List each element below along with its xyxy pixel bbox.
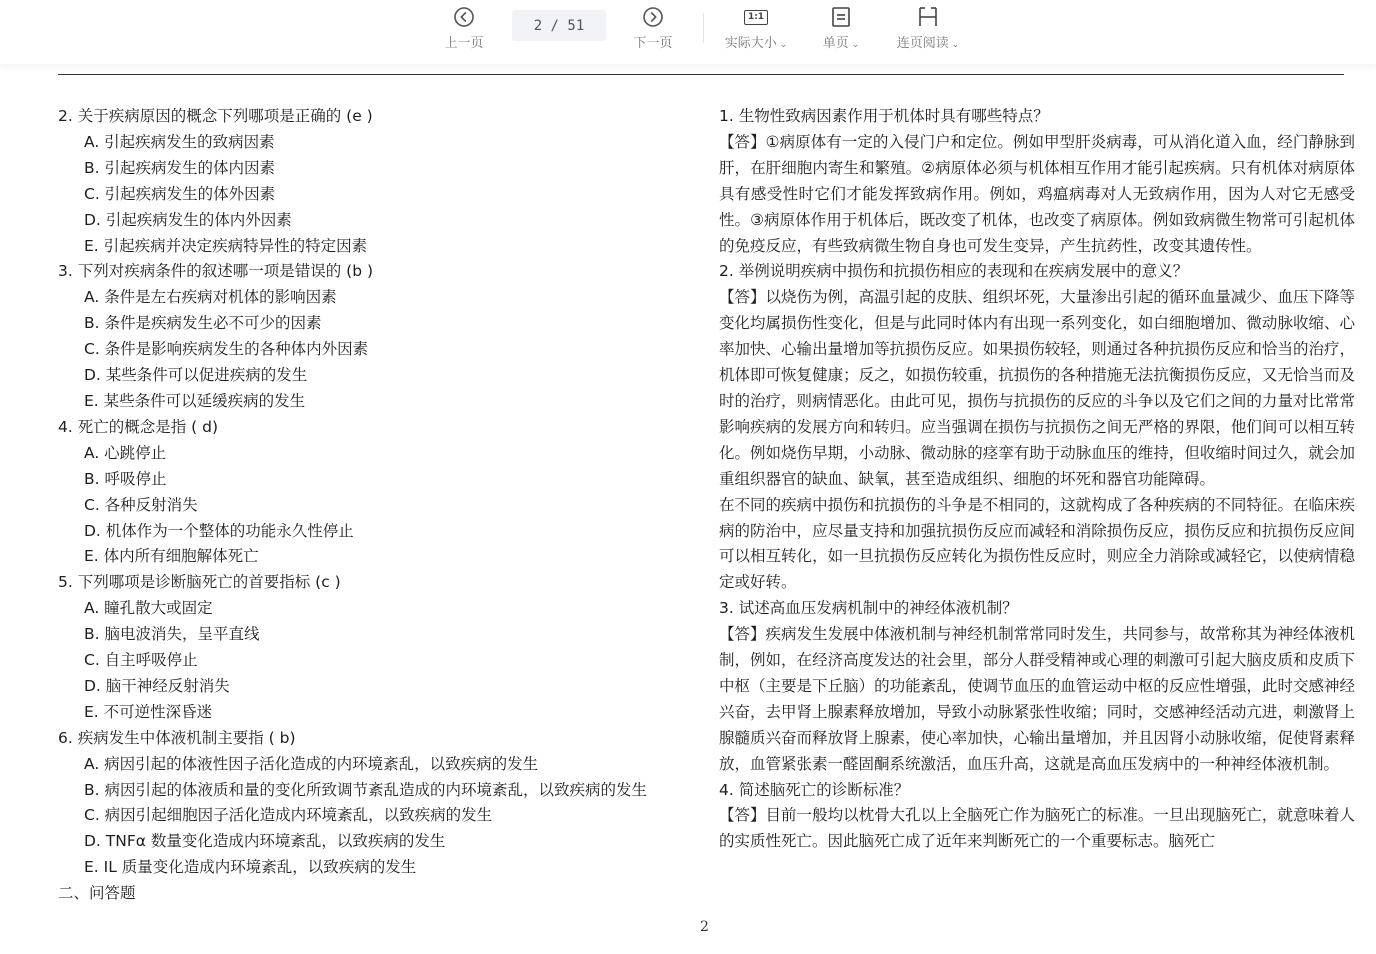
chevron-left-circle-icon xyxy=(453,4,475,30)
answer-paragraph: 【答】疾病发生发展中体液机制与神经机制常常同时发生，共同参与，故常称其为神经体液机制，例如，在经济高度发达的社会里，部分人群受精神或心理的刺激可引起大脑皮质和皮质下中枢（主要是下丘脑）的功能紊乱，使调节血压的血管运动中枢的反应性增强，此时交感神经兴奋，去甲肾上腺素释放增加，导致小动脉紧张性收缩；同时，交感神经活动亢进，刺激肾上腺髓质兴奋而释放肾上腺素，使心率加快，心输出量增加，并且因肾小动脉收缩，促使肾素释放，血管紧张素一醛固酮系统激活，血压升高，这就是高血压发病中的一种神经体液机制。 xyxy=(719,625,1355,773)
answer-option: C. 条件是影响疾病发生的各种体内外因素 xyxy=(84,340,369,359)
continuous-pages-icon xyxy=(917,4,939,30)
answer-option: D. 某些条件可以促进疾病的发生 xyxy=(84,366,308,385)
answer-option: B. 病因引起的体液质和量的变化所致调节紊乱造成的内环境紊乱，以致疾病的发生 xyxy=(84,780,647,799)
answer-paragraph: 【答】以烧伤为例，高温引起的皮肤、组织坏死，大量渗出引起的循环血量减少、血压下降等变化均属损伤性变化，但是与此同时体内有出现一系列变化，如白细胞增加、微动脉收缩、心率加快、心输出量增加等抗损伤反应。如果损伤较轻，则通过各种抗损伤反应和恰当的治疗，机体即可恢复健康；反之，如损伤较重，抗损伤的各种措施无法抗衡损伤反应，又无恰当而及时的治疗，则病情恶化。由此可见，损伤与抗损伤的反应的斗争以及它们之间的力量对比常常影响疾病的发展方向和转归。应当强调在损伤与抗损伤之间无严格的界限，他们间可以相互转化。例如烧伤早期，小动脉、微动脉的痉挛有助于动脉血压的维持，但收缩时间过久，就会加重组织器官的缺血、缺氧，甚至造成组织、细胞的坏死和器官功能障碍。 xyxy=(719,288,1355,488)
question-text: 4. 简述脑死亡的诊断标准？ xyxy=(719,780,910,799)
actual-size-icon: 1:1 xyxy=(744,4,768,30)
answer-option: C. 自主呼吸停止 xyxy=(84,651,198,670)
answer-option: B. 引起疾病发生的体内因素 xyxy=(84,158,275,177)
answer-option: E. 不可逆性深昏迷 xyxy=(84,702,213,721)
answer-paragraph: 【答】目前一般均以枕骨大孔以上全脑死亡作为脑死亡的标准。一旦出现脑死亡，就意味着人的实质性死亡。因此脑死亡成了近年来判断死亡的一个重要标志。脑死亡 xyxy=(719,806,1355,851)
answer-option: E. 某些条件可以延缓疾病的发生 xyxy=(84,391,306,410)
answer-option: A. 瞳孔散大或固定 xyxy=(84,599,213,618)
answer-option: E. 体内所有细胞解体死亡 xyxy=(84,547,259,566)
question-text: 2. 举例说明疾病中损伤和抗损伤相应的表现和在疾病发展中的意义？ xyxy=(719,262,1189,281)
answer-option: D. 脑干神经反射消失 xyxy=(84,676,230,695)
answer-paragraph: 【答】①病原体有一定的入侵门户和定位。例如甲型肝炎病毒，可从消化道入血，经门静脉到肝，在肝细胞内寄生和繁殖。②病原体必须与机体相互作用才能引起疾病。只有机体对病原体具有感受性时它们才能发挥致病作用。例如，鸡瘟病毒对人无致病作用，因为人对它无感受性。③病原体作用于机体后，既改变了机体，也改变了病原体。例如致病微生物常可引起机体的免疫反应，有些致病微生物自身也可发生变异，产生抗药性，改变其遗传性。 xyxy=(719,132,1355,255)
reader-toolbar xyxy=(0,0,1376,64)
section-heading: 二、问答题 xyxy=(58,884,136,903)
left-column xyxy=(58,104,688,907)
chevron-right-circle-icon xyxy=(642,4,664,30)
answer-option: B. 呼吸停止 xyxy=(84,469,167,488)
question-text: 1. 生物性致病因素作用于机体时具有哪些特点？ xyxy=(719,107,1049,125)
actual-size-button[interactable] xyxy=(714,4,798,56)
prev-page-button[interactable] xyxy=(438,4,490,56)
page-header-rule xyxy=(58,74,1344,75)
answer-option: D. 引起疾病发生的体内外因素 xyxy=(84,210,292,229)
answer-paragraph: 在不同的疾病中损伤和抗损伤的斗争是不相同的，这就构成了各种疾病的不同特征。在临床疾病的防治中，应尽量支持和加强抗损伤反应而减轻和消除损伤反应，损伤反应和抗损伤反应间可以相互转化，如一旦抗损伤反应转化为损伤性反应时，则应全力消除或减轻它，以使病情稳定或好转。 xyxy=(719,495,1355,592)
chevron-down-icon: ⌄ xyxy=(851,40,860,50)
answer-option: B. 条件是疾病发生必不可少的因素 xyxy=(84,314,322,333)
answer-option: C. 病因引起细胞因子活化造成内环境紊乱，以致疾病的发生 xyxy=(84,806,493,825)
question-text: 3. 下列对疾病条件的叙述哪一项是错误的 (b ) xyxy=(58,262,374,281)
page-number-input[interactable]: 2 / 51 xyxy=(512,10,606,41)
answer-option: A. 条件是左右疾病对机体的影响因素 xyxy=(84,288,337,307)
answer-option: A. 引起疾病发生的致病因素 xyxy=(84,132,275,151)
answer-option: D. TNFα 数量变化造成内环境紊乱，以致疾病的发生 xyxy=(84,832,446,851)
single-page-icon xyxy=(831,4,851,30)
answer-option: E. 引起疾病并决定疾病特异性的特定因素 xyxy=(84,236,368,255)
single-page-label: 单页 xyxy=(822,36,849,51)
answer-option: A. 心跳停止 xyxy=(84,443,167,462)
prev-page-label: 上一页 xyxy=(444,36,484,51)
answer-option: C. 引起疾病发生的体外因素 xyxy=(84,184,276,203)
actual-size-label: 实际大小 xyxy=(724,36,777,51)
question-text: 4. 死亡的概念是指 ( d) xyxy=(58,417,219,436)
right-column xyxy=(719,104,1355,855)
answer-option: D. 机体作为一个整体的功能永久性停止 xyxy=(84,521,354,540)
answer-option: E. IL 质量变化造成内环境紊乱，以致疾病的发生 xyxy=(84,858,417,877)
chevron-down-icon: ⌄ xyxy=(951,40,960,50)
answer-option: B. 脑电波消失，呈平直线 xyxy=(84,625,260,644)
question-text: 2. 关于疾病原因的概念下列哪项是正确的 (e ) xyxy=(58,107,373,125)
single-page-button[interactable] xyxy=(815,4,867,56)
page-number: 2 xyxy=(700,919,709,935)
question-text: 6. 疾病发生中体液机制主要指 ( b) xyxy=(58,728,296,747)
next-page-button[interactable] xyxy=(627,4,679,56)
continuous-reading-button[interactable] xyxy=(886,4,970,56)
answer-option: A. 病因引起的体液性因子活化造成的内环境紊乱，以致疾病的发生 xyxy=(84,754,539,773)
next-page-label: 下一页 xyxy=(633,36,673,51)
toolbar-divider xyxy=(703,13,704,43)
answer-option: C. 各种反射消失 xyxy=(84,495,198,514)
question-text: 3. 试述高血压发病机制中的神经体液机制？ xyxy=(719,599,1018,618)
continuous-reading-label: 连页阅读 xyxy=(896,36,949,51)
question-text: 5. 下列哪项是诊断脑死亡的首要指标 (c ) xyxy=(58,573,341,592)
chevron-down-icon: ⌄ xyxy=(779,40,788,50)
